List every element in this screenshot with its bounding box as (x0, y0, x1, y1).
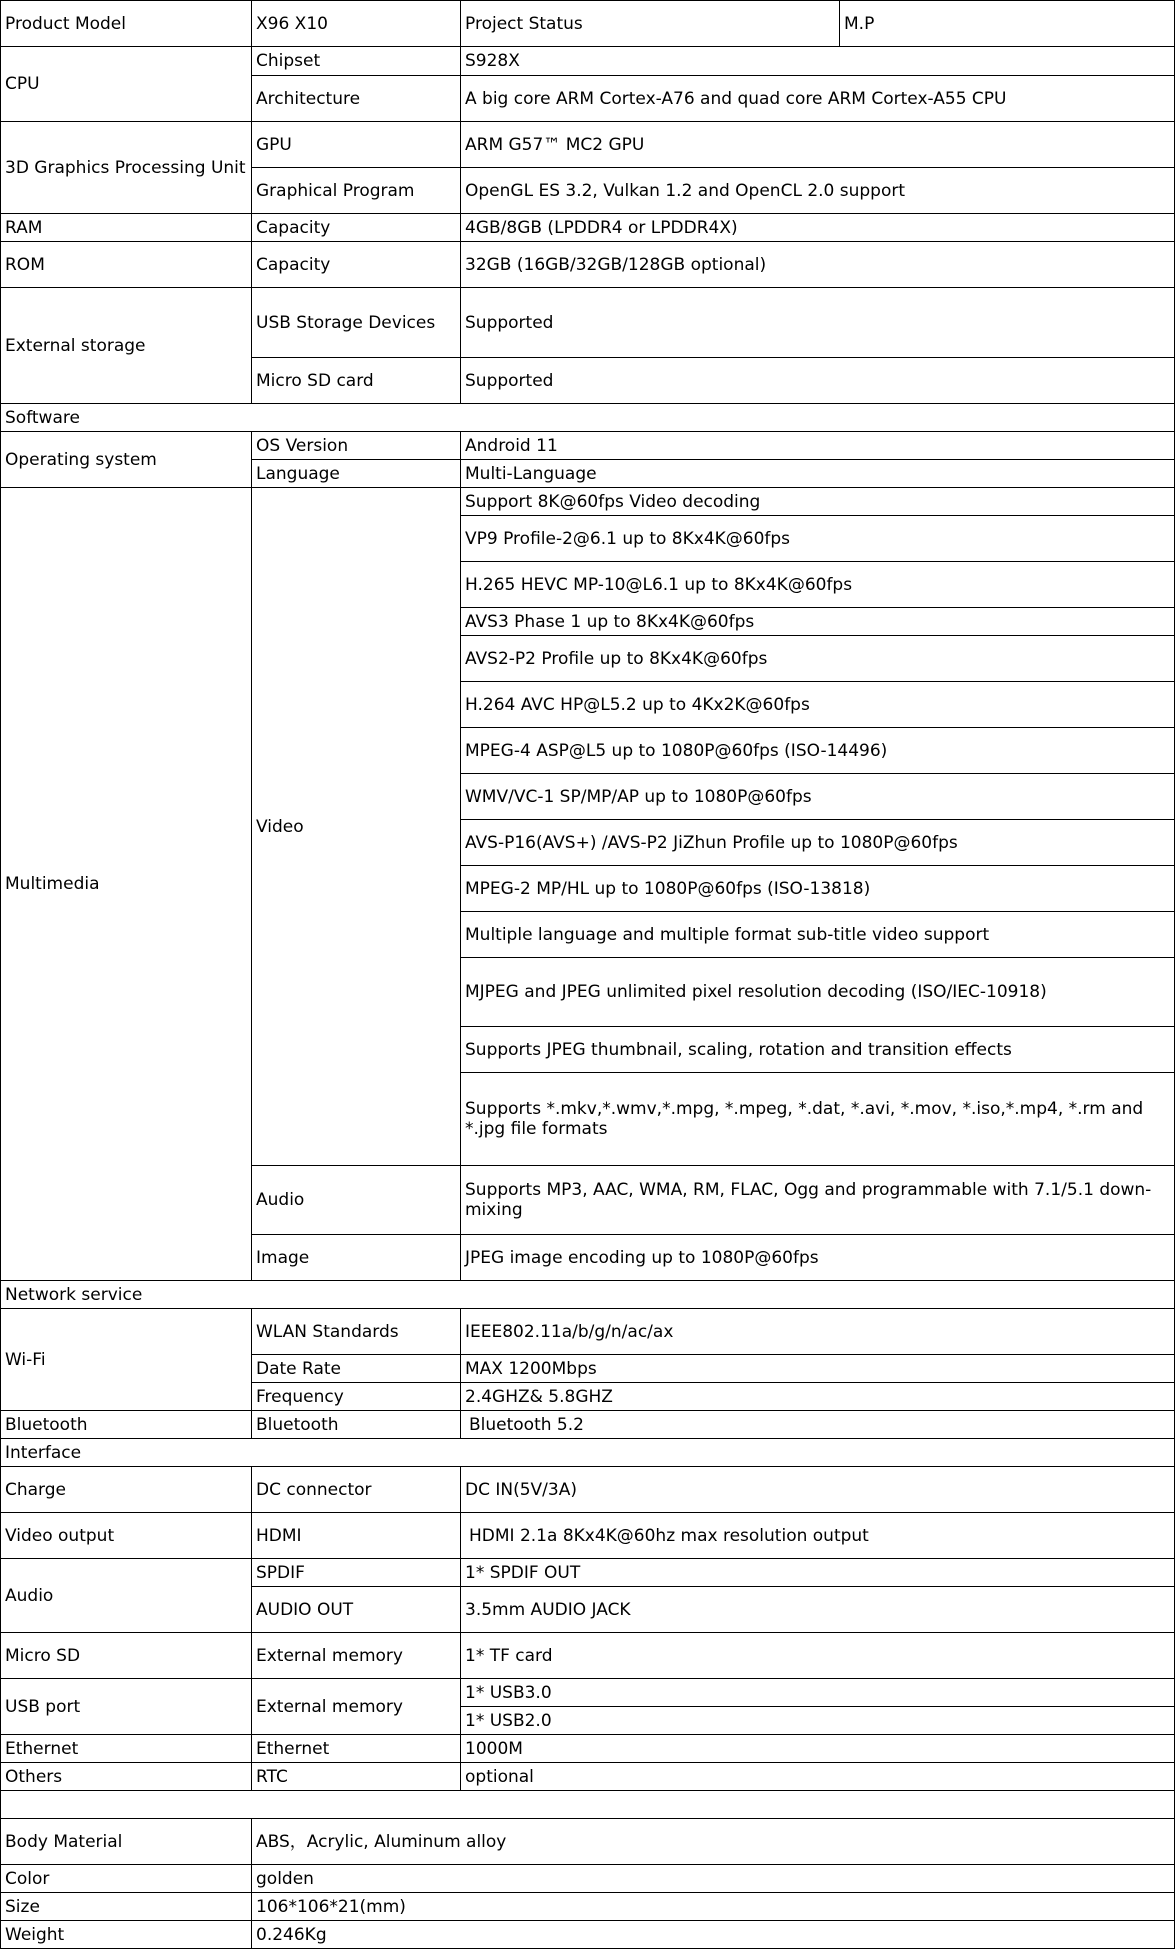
gpu-label: GPU (252, 122, 461, 168)
usb3-value: 1* USB3.0 (461, 1679, 1175, 1707)
video-item: Supports JPEG thumbnail, scaling, rotation and transition effects (461, 1027, 1175, 1073)
ram-label: RAM (1, 214, 252, 242)
bluetooth-sub-label: Bluetooth (252, 1411, 461, 1439)
audio-label: Audio (252, 1166, 461, 1235)
row-interface-section (1, 1439, 1175, 1467)
video-item: H.265 HEVC MP-10@L6.1 up to 8Kx4K@60fps (461, 562, 1175, 608)
row-size (1, 1893, 1175, 1921)
os-version-value: Android 11 (461, 432, 1175, 460)
video-item: H.264 AVC HP@L5.2 up to 4Kx2K@60fps (461, 682, 1175, 728)
weight-label: Weight (1, 1921, 252, 1949)
chipset-value: S928X (461, 47, 1175, 76)
video-item: MPEG-4 ASP@L5 up to 1080P@60fps (ISO-14496) (461, 728, 1175, 774)
video-item: Support 8K@60fps Video decoding (461, 488, 1175, 516)
micro-sd-card-value: Supported (461, 358, 1175, 404)
row-usb-storage (1, 288, 1175, 358)
micro-sd-card-label: Micro SD card (252, 358, 461, 404)
architecture-value: A big core ARM Cortex-A76 and quad core ARM Cortex-A55 CPU (461, 76, 1175, 122)
ethernet-label: Ethernet (1, 1735, 252, 1763)
row-gpu (1, 122, 1175, 168)
bluetooth-label: Bluetooth (1, 1411, 252, 1439)
video-item: AVS2-P2 Profile up to 8Kx4K@60fps (461, 636, 1175, 682)
row-product-model (1, 1, 1175, 47)
size-value: 106*106*21(mm) (252, 1893, 1175, 1921)
language-value: Multi-Language (461, 460, 1175, 488)
row-wlan (1, 1309, 1175, 1355)
language-label: Language (252, 460, 461, 488)
bluetooth-value: Bluetooth 5.2 (461, 1411, 1175, 1439)
video-item: Supports *.mkv,*.wmv,*.mpg, *.mpeg, *.dat, *.avi, *.mov, *.iso,*.mp4, *.rm and *.jpg file formats (461, 1073, 1175, 1166)
row-cpu-chipset (1, 47, 1175, 76)
spdif-label: SPDIF (252, 1559, 461, 1587)
row-blank-spacer (1, 1791, 1175, 1819)
gpu-value: ARM G57™ MC2 GPU (461, 122, 1175, 168)
image-label: Image (252, 1235, 461, 1281)
row-weight (1, 1921, 1175, 1949)
row-micro-sd (1, 1633, 1175, 1679)
data-rate-value: MAX 1200Mbps (461, 1355, 1175, 1383)
row-charge (1, 1467, 1175, 1513)
color-label: Color (1, 1865, 252, 1893)
blank-spacer (1, 1791, 1175, 1819)
frequency-label: Frequency (252, 1383, 461, 1411)
video-item: AVS3 Phase 1 up to 8Kx4K@60fps (461, 608, 1175, 636)
row-network-section (1, 1281, 1175, 1309)
video-item: Multiple language and multiple format sub-title video support (461, 912, 1175, 958)
wifi-label: Wi-Fi (1, 1309, 252, 1411)
micro-sd-sub-label: External memory (252, 1633, 461, 1679)
interface-audio-label: Audio (1, 1559, 252, 1633)
row-rom (1, 242, 1175, 288)
interface-section-label: Interface (1, 1439, 1175, 1467)
graphical-program-label: Graphical Program (252, 168, 461, 214)
data-rate-label: Date Rate (252, 1355, 461, 1383)
project-status-value: M.P (840, 1, 1175, 47)
hdmi-label: HDMI (252, 1513, 461, 1559)
frequency-value: 2.4GHZ& 5.8GHZ (461, 1383, 1175, 1411)
row-spdif (1, 1559, 1175, 1587)
usb-port-sub-label: External memory (252, 1679, 461, 1735)
graphical-program-value: OpenGL ES 3.2, Vulkan 1.2 and OpenCL 2.0 support (461, 168, 1175, 214)
usb2-value: 1* USB2.0 (461, 1707, 1175, 1735)
usb-port-label: USB port (1, 1679, 252, 1735)
row-ethernet (1, 1735, 1175, 1763)
row-color (1, 1865, 1175, 1893)
wlan-standards-value: IEEE802.11a/b/g/n/ac/ax (461, 1309, 1175, 1355)
video-item: MPEG-2 MP/HL up to 1080P@60fps (ISO-13818) (461, 866, 1175, 912)
rom-label: ROM (1, 242, 252, 288)
external-storage-label: External storage (1, 288, 252, 404)
video-output-label: Video output (1, 1513, 252, 1559)
network-section-label: Network service (1, 1281, 1175, 1309)
dc-connector-value: DC IN(5V/3A) (461, 1467, 1175, 1513)
image-value: JPEG image encoding up to 1080P@60fps (461, 1235, 1175, 1281)
multimedia-label: Multimedia (1, 488, 252, 1281)
hdmi-value: HDMI 2.1a 8Kx4K@60hz max resolution output (461, 1513, 1175, 1559)
video-item: AVS-P16(AVS+) /AVS-P2 JiZhun Profile up to 1080P@60fps (461, 820, 1175, 866)
ram-capacity-label: Capacity (252, 214, 461, 242)
row-software-section (1, 404, 1175, 432)
ethernet-sub-label: Ethernet (252, 1735, 461, 1763)
row-others (1, 1763, 1175, 1791)
software-section-label: Software (1, 404, 1175, 432)
product-model-label: Product Model (1, 1, 252, 47)
rom-capacity-label: Capacity (252, 242, 461, 288)
rtc-label: RTC (252, 1763, 461, 1791)
video-item: MJPEG and JPEG unlimited pixel resolution decoding (ISO/IEC-10918) (461, 958, 1175, 1027)
others-label: Others (1, 1763, 252, 1791)
row-video-item (1, 488, 1175, 516)
row-video-output (1, 1513, 1175, 1559)
product-model-value: X96 X10 (252, 1, 461, 47)
project-status-label: Project Status (461, 1, 840, 47)
rtc-value: optional (461, 1763, 1175, 1791)
video-item: WMV/VC-1 SP/MP/AP up to 1080P@60fps (461, 774, 1175, 820)
weight-value: 0.246Kg (252, 1921, 1175, 1949)
architecture-label: Architecture (252, 76, 461, 122)
ram-capacity-value: 4GB/8GB (LPDDR4 or LPDDR4X) (461, 214, 1175, 242)
row-body-material (1, 1819, 1175, 1865)
size-label: Size (1, 1893, 252, 1921)
color-value: golden (252, 1865, 1175, 1893)
video-label: Video (252, 488, 461, 1166)
audio-value: Supports MP3, AAC, WMA, RM, FLAC, Ogg and programmable with 7.1/5.1 down-mixing (461, 1166, 1175, 1235)
row-usb3 (1, 1679, 1175, 1707)
body-material-label: Body Material (1, 1819, 252, 1865)
row-os-version (1, 432, 1175, 460)
usb-storage-value: Supported (461, 288, 1175, 358)
row-ram (1, 214, 1175, 242)
charge-label: Charge (1, 1467, 252, 1513)
micro-sd-label: Micro SD (1, 1633, 252, 1679)
micro-sd-value: 1* TF card (461, 1633, 1175, 1679)
wlan-standards-label: WLAN Standards (252, 1309, 461, 1355)
ethernet-value: 1000M (461, 1735, 1175, 1763)
os-version-label: OS Version (252, 432, 461, 460)
gpu-section-label: 3D Graphics Processing Unit (1, 122, 252, 214)
audio-out-label: AUDIO OUT (252, 1587, 461, 1633)
chipset-label: Chipset (252, 47, 461, 76)
video-item: VP9 Profile-2@6.1 up to 8Kx4K@60fps (461, 516, 1175, 562)
dc-connector-label: DC connector (252, 1467, 461, 1513)
row-bluetooth (1, 1411, 1175, 1439)
rom-capacity-value: 32GB (16GB/32GB/128GB optional) (461, 242, 1175, 288)
audio-out-value: 3.5mm AUDIO JACK (461, 1587, 1175, 1633)
os-label: Operating system (1, 432, 252, 488)
body-material-value: ABS，Acrylic, Aluminum alloy (252, 1819, 1175, 1865)
spdif-value: 1* SPDIF OUT (461, 1559, 1175, 1587)
cpu-label: CPU (1, 47, 252, 122)
usb-storage-label: USB Storage Devices (252, 288, 461, 358)
